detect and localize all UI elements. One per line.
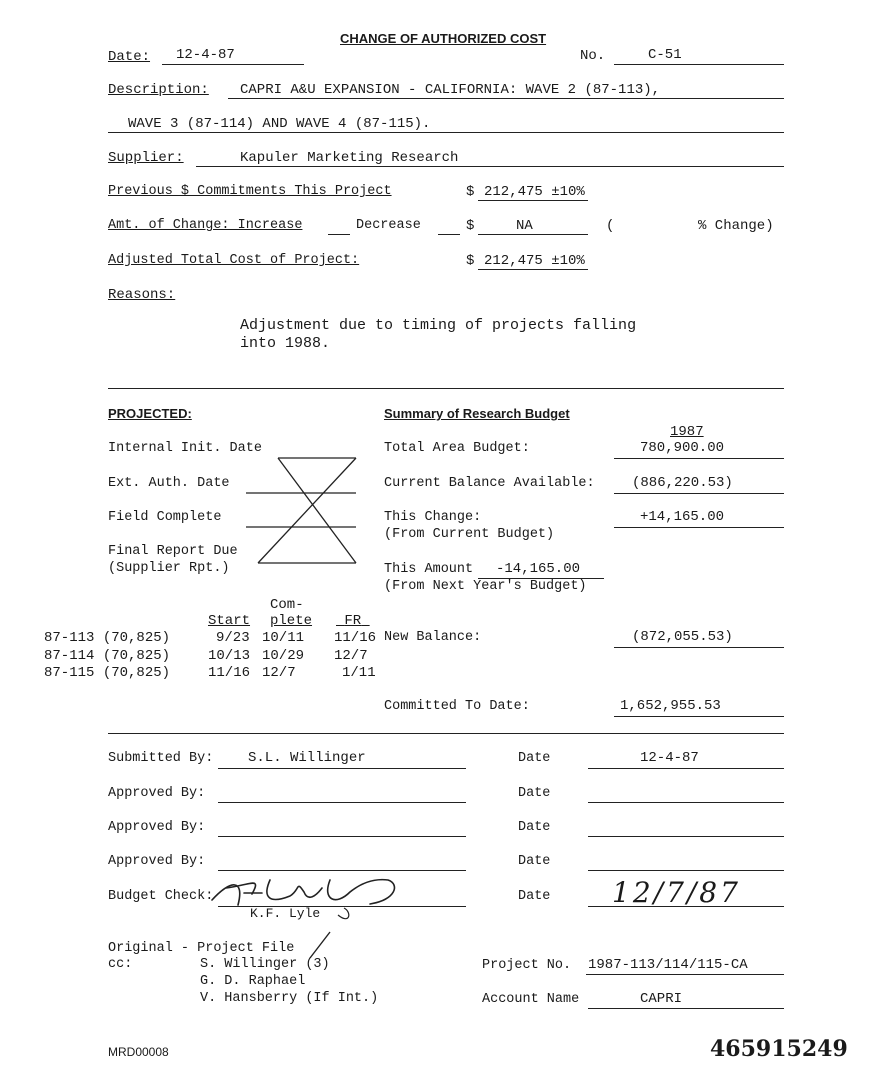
number-value: C-51 — [648, 47, 682, 63]
cc-recipient: S. Willinger (3) — [200, 957, 330, 972]
schedule-start: 9/23 — [216, 630, 250, 646]
adjusted-value: 212,475 ±10% — [484, 253, 585, 269]
schedule-col-fr: FR — [344, 613, 362, 629]
schedule-row: 87-113 (70,825) — [44, 630, 171, 646]
percent-change-label: % Change) — [698, 218, 774, 234]
number-label: No. — [580, 48, 606, 64]
approved-by-label: Approved By: — [108, 820, 206, 835]
change-label: Amt. of Change: Increase — [108, 218, 303, 233]
this-change-value: +14,165.00 — [640, 509, 725, 525]
summary-heading: Summary of Research Budget — [384, 406, 570, 421]
adjusted-label: Adjusted Total Cost of Project: — [108, 253, 360, 268]
projected-heading: PROJECTED: — [108, 406, 192, 421]
account-name-value: CAPRI — [640, 991, 683, 1007]
approved-by-label: Approved By: — [108, 786, 206, 801]
current-balance-label: Current Balance Available: — [384, 476, 595, 491]
ext-auth-label: Ext. Auth. Date — [108, 476, 230, 491]
project-no-underline — [586, 974, 784, 975]
schedule-fr: 1/11 — [342, 665, 376, 681]
committed-label: Committed To Date: — [384, 699, 530, 714]
change-dollar: $ — [466, 218, 475, 234]
new-balance-value: (872,055.53) — [632, 629, 733, 645]
schedule-complete: 12/7 — [262, 665, 296, 681]
date-value: 12-4-87 — [176, 47, 235, 63]
total-area-value: 780,900.00 — [640, 440, 725, 456]
internal-init-label: Internal Init. Date — [108, 441, 262, 456]
supplier-value: Kapuler Marketing Research — [240, 150, 459, 166]
decrease-label: Decrease — [356, 218, 421, 233]
this-change-sub: (From Current Budget) — [384, 527, 555, 542]
approved-by-label: Approved By: — [108, 854, 206, 869]
total-area-label: Total Area Budget: — [384, 441, 530, 456]
document-number: 465915249 — [710, 1036, 848, 1062]
original-file-label: Original - Project File — [108, 941, 295, 956]
change-open-paren: ( — [606, 218, 615, 234]
approved-date-label: Date — [518, 786, 551, 801]
current-balance-value: (886,220.53) — [632, 475, 733, 491]
supplier-label: Supplier: — [108, 150, 184, 166]
this-amount-sub: (From Next Year's Budget) — [384, 579, 587, 594]
adjusted-dollar: $ — [466, 253, 475, 269]
budget-year: 1987 — [670, 424, 704, 440]
field-complete-label: Field Complete — [108, 510, 222, 525]
this-amount-label: This Amount — [384, 562, 474, 577]
form-code: MRD00008 — [108, 1045, 169, 1059]
schedule-col-start: Start — [208, 613, 251, 629]
account-name-label: Account Name — [482, 992, 580, 1007]
project-no-value: 1987-113/114/115-CA — [588, 957, 748, 973]
committed-value: 1,652,955.53 — [620, 698, 721, 714]
reasons-line-1: Adjustment due to timing of projects falling — [240, 317, 637, 334]
description-line-2: WAVE 3 (87-114) AND WAVE 4 (87-115). — [128, 116, 431, 132]
final-report-label: Final Report Due — [108, 544, 238, 559]
submitted-date-value: 12-4-87 — [640, 750, 699, 766]
budget-check-name: K.F. Lyle — [250, 906, 321, 921]
schedule-complete: 10/11 — [262, 630, 305, 646]
schedule-start: 10/13 — [208, 648, 251, 664]
schedule-row: 87-114 (70,825) — [44, 648, 171, 664]
budget-date-label: Date — [518, 889, 551, 904]
new-balance-label: New Balance: — [384, 630, 482, 645]
reasons-line-2: into 1988. — [240, 335, 331, 352]
reasons-label: Reasons: — [108, 287, 176, 303]
previous-value: 212,475 ±10% — [484, 184, 585, 200]
approved-date-label: Date — [518, 854, 551, 869]
project-no-label: Project No. — [482, 958, 572, 973]
submitted-date-label: Date — [518, 751, 551, 766]
budget-date-value: 12/7/87 — [612, 876, 741, 909]
previous-label: Previous $ Commitments This Project — [108, 184, 392, 199]
this-amount-value: -14,165.00 — [496, 561, 581, 577]
account-name-underline — [588, 1008, 784, 1009]
schedule-row: 87-115 (70,825) — [44, 665, 171, 681]
cc-recipient: V. Hansberry (If Int.) — [200, 991, 379, 1006]
schedule-col-com: Com- — [270, 597, 304, 613]
previous-dollar: $ — [466, 184, 475, 200]
change-value: NA — [516, 218, 533, 234]
schedule-complete: 10/29 — [262, 648, 305, 664]
submitted-by-label: Submitted By: — [108, 751, 214, 766]
date-label: Date: — [108, 49, 151, 65]
cc-recipient: G. D. Raphael — [200, 974, 306, 989]
schedule-fr: 11/16 — [334, 630, 377, 646]
description-label: Description: — [108, 82, 209, 98]
schedule-fr: 12/7 — [334, 648, 368, 664]
submitted-by-value: S.L. Willinger — [248, 750, 366, 766]
supplier-rpt-label: (Supplier Rpt.) — [108, 561, 230, 576]
this-change-label: This Change: — [384, 510, 482, 525]
cc-label: cc: — [108, 957, 133, 972]
approved-date-label: Date — [518, 820, 551, 835]
description-line-1: CAPRI A&U EXPANSION - CALIFORNIA: WAVE 2 (87-113), — [240, 82, 661, 98]
budget-check-label: Budget Check: — [108, 889, 214, 904]
schedule-start: 11/16 — [208, 665, 251, 681]
form-title: CHANGE OF AUTHORIZED COST — [340, 31, 547, 46]
schedule-col-plete: plete — [270, 613, 313, 629]
